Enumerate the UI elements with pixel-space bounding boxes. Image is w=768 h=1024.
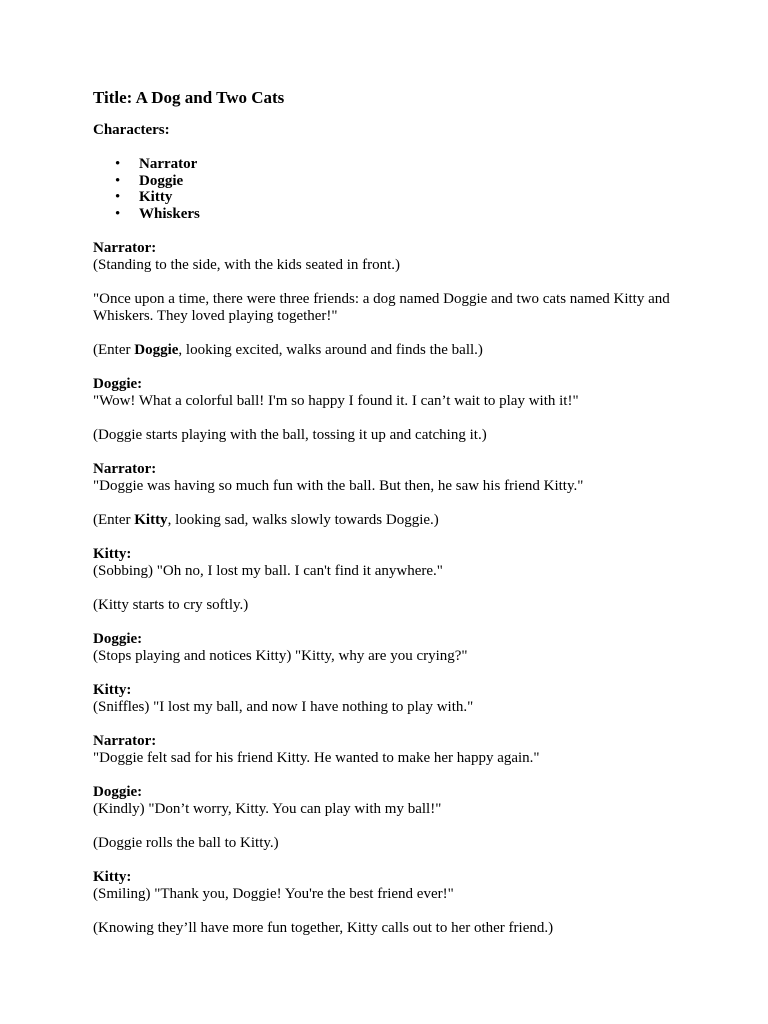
document-page: [93, 88, 693, 937]
list-item: • Doggie: [115, 172, 184, 189]
bullet-icon: •: [115, 156, 121, 172]
speaker-name: Kitty:: [93, 545, 132, 562]
dialogue-block: [93, 240, 693, 274]
dialogue-block: [93, 733, 693, 767]
dialogue-block: [93, 869, 693, 903]
dialogue-block: [93, 461, 693, 495]
dialogue-line: (Stops playing and notices Kitty) "Kitty, why are you crying?": [93, 647, 468, 664]
stage-direction: (Doggie starts playing with the ball, tossing it up and catching it.): [93, 426, 487, 443]
list-item: • Kitty: [115, 189, 173, 206]
dialogue-line: "Wow! What a colorful ball! I'm so happy I found it. I can’t wait to play with it!": [93, 392, 579, 409]
dialogue-line: (Sobbing) "Oh no, I lost my ball. I can't find it anywhere.": [93, 562, 443, 579]
characters-heading: Characters:: [93, 122, 170, 138]
dialogue-line: "Doggie felt sad for his friend Kitty. He wanted to make her happy again.": [93, 749, 540, 766]
stage-direction: (Knowing they’ll have more fun together, Kitty calls out to her other friend.): [93, 919, 554, 936]
speaker-name: Doggie:: [93, 630, 143, 647]
dialogue-block: [93, 682, 693, 716]
dialogue-block: [93, 784, 693, 818]
speaker-name: Narrator:: [93, 460, 157, 477]
characters-list: [93, 156, 693, 223]
bullet-icon: •: [115, 189, 121, 206]
speaker-name: Kitty:: [93, 681, 132, 698]
dialogue-line: (Kindly) "Don’t worry, Kitty. You can play with my ball!": [93, 800, 442, 817]
list-item: • Narrator: [115, 156, 198, 172]
bullet-icon: •: [115, 172, 121, 189]
speaker-name: Narrator:: [93, 239, 157, 256]
dialogue-line: (Sniffles) "I lost my ball, and now I have nothing to play with.": [93, 698, 474, 715]
dialogue-line: (Standing to the side, with the kids seated in front.): [93, 256, 401, 273]
speaker-name: Doggie:: [93, 783, 143, 800]
dialogue-line: "Doggie was having so much fun with the ball. But then, he saw his friend Kitty.": [93, 477, 584, 494]
list-item: • Whiskers: [115, 206, 200, 223]
stage-direction: (Enter Kitty, looking sad, walks slowly towards Doggie.): [93, 511, 439, 528]
bullet-icon: •: [115, 206, 121, 223]
speaker-name: Kitty:: [93, 868, 132, 885]
speaker-name: Narrator:: [93, 732, 157, 749]
speaker-name: Doggie:: [93, 375, 143, 392]
dialogue-block: [93, 376, 693, 410]
dialogue-block: [93, 631, 693, 665]
stage-direction: (Doggie rolls the ball to Kitty.): [93, 834, 279, 851]
page-title: Title: A Dog and Two Cats: [93, 88, 285, 107]
stage-direction: (Kitty starts to cry softly.): [93, 596, 249, 613]
dialogue-block: [93, 546, 693, 580]
stage-direction: (Enter Doggie, looking excited, walks around and finds the ball.): [93, 341, 483, 358]
narration-paragraph: "Once upon a time, there were three friends: a dog named Doggie and two cats named Kitty and Whiskers. They loved playing together!": [93, 290, 670, 324]
dialogue-line: (Smiling) "Thank you, Doggie! You're the best friend ever!": [93, 885, 454, 902]
